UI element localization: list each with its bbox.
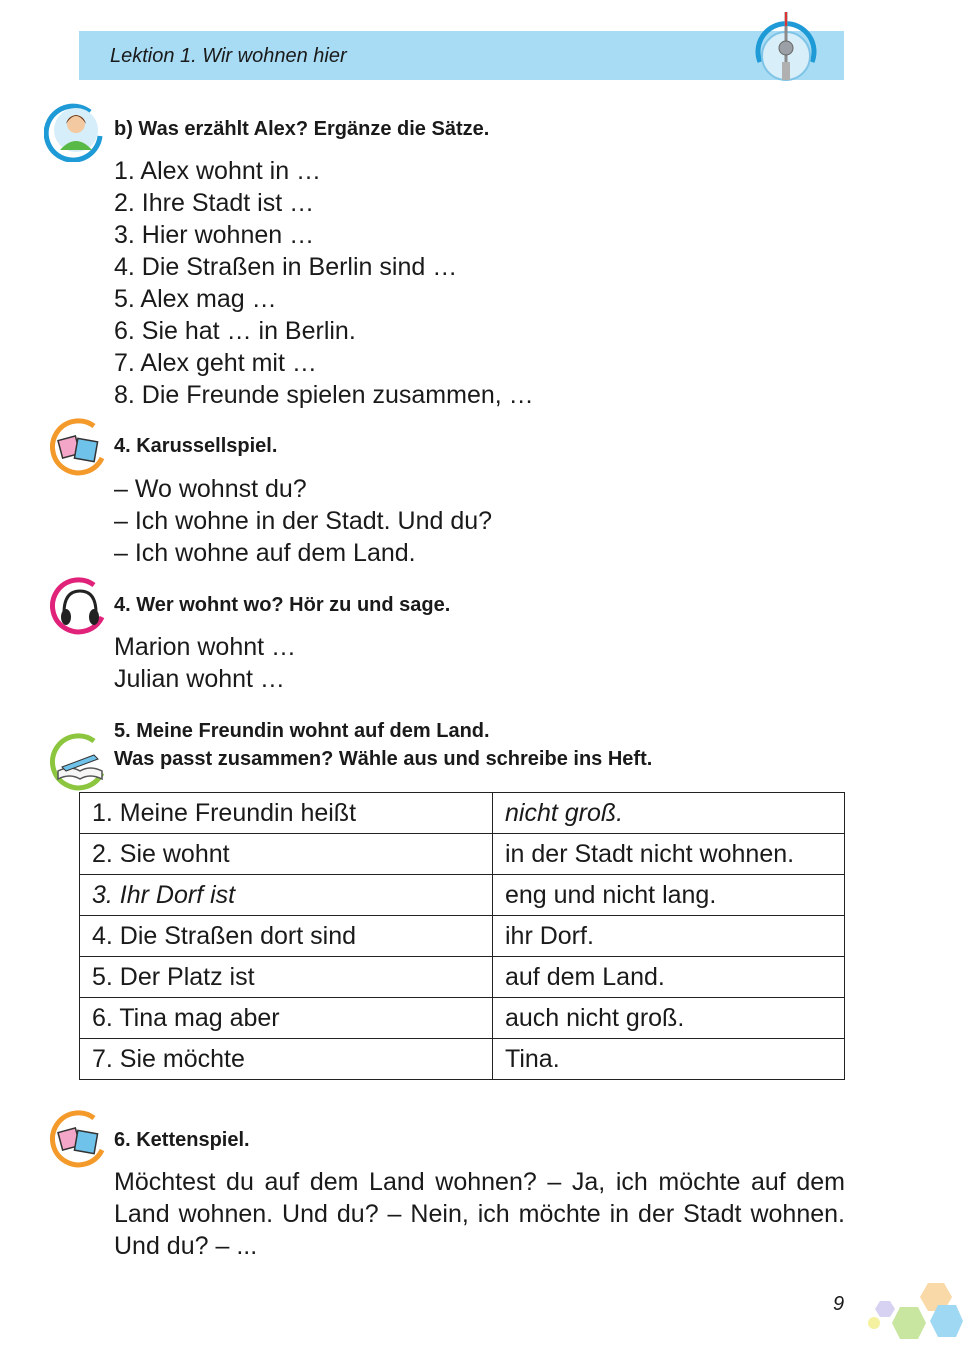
list-item: Marion wohnt … [114,633,297,661]
section-6-heading: 6. Kettenspiel. [114,1129,250,1151]
dialog-line: – Ich wohne in der Stadt. Und du? [114,507,493,535]
list-item: 6. Sie hat … in Berlin. [114,317,356,345]
table-row [80,957,845,998]
table-row [80,793,845,834]
list-item: 5. Alex mag … [114,285,277,313]
section-4a-heading: 4. Karussellspiel. [114,435,278,457]
dialog-line: – Ich wohne auf dem Land. [114,539,416,567]
section-4b-heading: 4. Wer wohnt wo? Hör zu und sage. [114,594,451,616]
table-cell-left: 4. Die Straßen dort sind [80,916,493,957]
table-cell-left: 3. Ihr Dorf ist [80,875,493,916]
list-item: 7. Alex geht mit … [114,349,317,377]
tv-tower-icon [750,8,822,84]
table-cell-right: auf dem Land. [493,957,845,998]
table-row [80,998,845,1039]
table-cell-left: 1. Meine Freundin heißt [80,793,493,834]
table-cell-left: 7. Sie möchte [80,1039,493,1080]
matching-table [79,792,845,1080]
list-item: 8. Die Freunde spielen zusammen, … [114,381,534,409]
table-row [80,834,845,875]
section-5-heading-line2: Was passt zusammen? Wähle aus und schreibe ins Heft. [114,748,653,770]
table-cell-left: 5. Der Platz ist [80,957,493,998]
table-row [80,916,845,957]
table-cell-right: auch nicht groß. [493,998,845,1039]
list-item: 1. Alex wohnt in … [114,157,322,185]
lesson-title: Lektion 1. Wir wohnen hier [110,45,347,67]
section-4a-lines [114,473,492,569]
list-item: Julian wohnt … [114,665,285,693]
book-pen-icon [48,733,108,793]
dialog-line: – Wo wohnst du? [114,475,307,503]
list-item: 2. Ihre Stadt ist … [114,189,315,217]
girl-avatar-icon [44,102,104,162]
page-number: 9 [833,1293,845,1315]
table-cell-left: 2. Sie wohnt [80,834,493,875]
list-item: 4. Die Straßen in Berlin sind … [114,253,458,281]
section-6-text: Möchtest du auf dem Land wohnen? – Ja, ich möchte auf dem Land wohnen. Und du? – Nein, ich möchte in der Stadt wohnen. Und du? – ... [114,1168,845,1260]
table-row [80,1039,845,1080]
table-cell-left: 6. Tina mag aber [80,998,493,1039]
table-cell-right: nicht groß. [493,793,845,834]
table-cell-right: Tina. [493,1039,845,1080]
section-5-heading-line1: 5. Meine Freundin wohnt auf dem Land. [114,720,490,742]
table-row [80,875,845,916]
headphones-icon [48,577,108,637]
hexagon-decoration [860,1275,963,1360]
section-b-heading: b) Was erzählt Alex? Ergänze die Sätze. [114,118,490,140]
cubes-icon [48,418,108,478]
section-b-lines [114,155,534,411]
cubes-icon [48,1110,108,1170]
table-cell-right: in der Stadt nicht wohnen. [493,834,845,875]
table-cell-right: ihr Dorf. [493,916,845,957]
table-cell-right: eng und nicht lang. [493,875,845,916]
section-4b-lines [114,631,296,695]
list-item: 3. Hier wohnen … [114,221,315,249]
